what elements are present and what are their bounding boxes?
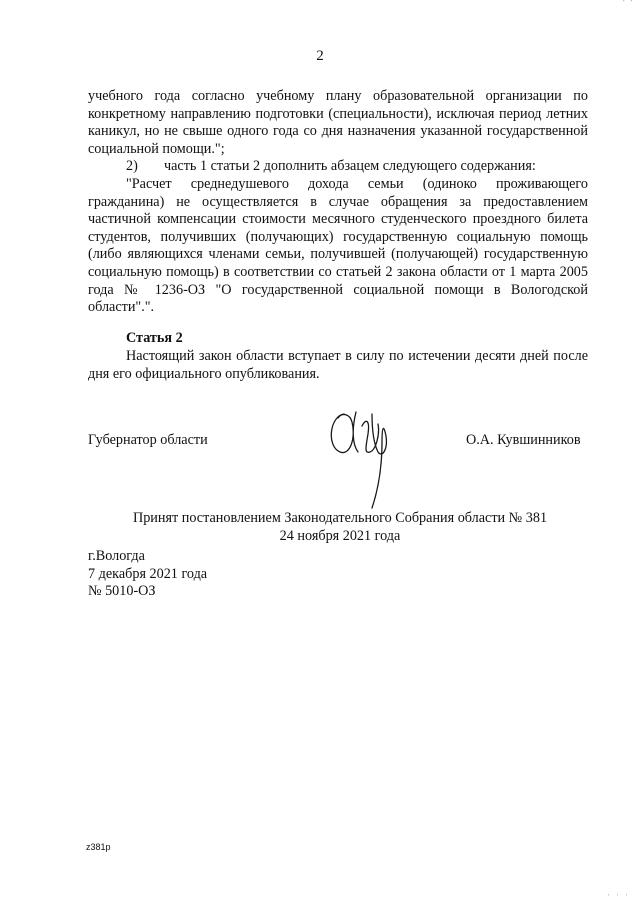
- signing-date: 7 декабря 2021 года: [88, 565, 208, 582]
- adoption-note: [0, 510, 640, 545]
- scan-mark-bottom: ' ' ': [607, 893, 630, 901]
- list-item-2: [126, 158, 586, 176]
- signatory-title: Губернатор области: [88, 432, 208, 448]
- scan-mark-top: ' ': [623, 0, 634, 7]
- article-body: Настоящий закон области вступает в силу по истечении десяти дней после дня его официального опубликования.: [88, 348, 588, 382]
- document-code: z381p: [86, 842, 111, 852]
- quoted-paragraph: "Расчет среднедушевого дохода семьи (одиноко проживающего гражданина) не осуществляется в случае обращения за предоставлением частичной компенсации стоимости месячного студенческого проездного билета студентов, получивших (получающих) государственную социальную помощь (либо являющихся членами семьи, получившей (получающей) государственную социальную помощь) в соответствии со статьей 2 закона области от 1 марта 2005 года № 1236-ОЗ "О государственной социальной помощи в Вологодской области".".: [88, 176, 588, 316]
- law-number: № 5010-ОЗ: [88, 583, 156, 600]
- signatory-name: О.А. Кувшинников: [466, 432, 581, 448]
- adoption-line-2: 24 ноября 2021 года: [279, 527, 401, 544]
- paragraph-continuation: учебного года согласно учебному плану образовательной организации по конкретному направлению подготовки (специальности), исключая период летних каникул, но не свыше одного года со дня назначения указанной государственной социальной помощи.";: [88, 88, 588, 157]
- handwritten-signature: [322, 404, 396, 514]
- article-heading: Статья 2: [126, 330, 183, 346]
- place-date-block: [88, 548, 207, 601]
- city: г.Вологда: [88, 548, 145, 564]
- adoption-line-1: Принят постановлением Законодательного Собрания области № 381: [132, 510, 548, 526]
- list-item-text: часть 1 статьи 2 дополнить абзацем следующего содержания:: [164, 158, 536, 174]
- page-number: 2: [316, 48, 324, 64]
- list-item-number: 2): [126, 158, 138, 174]
